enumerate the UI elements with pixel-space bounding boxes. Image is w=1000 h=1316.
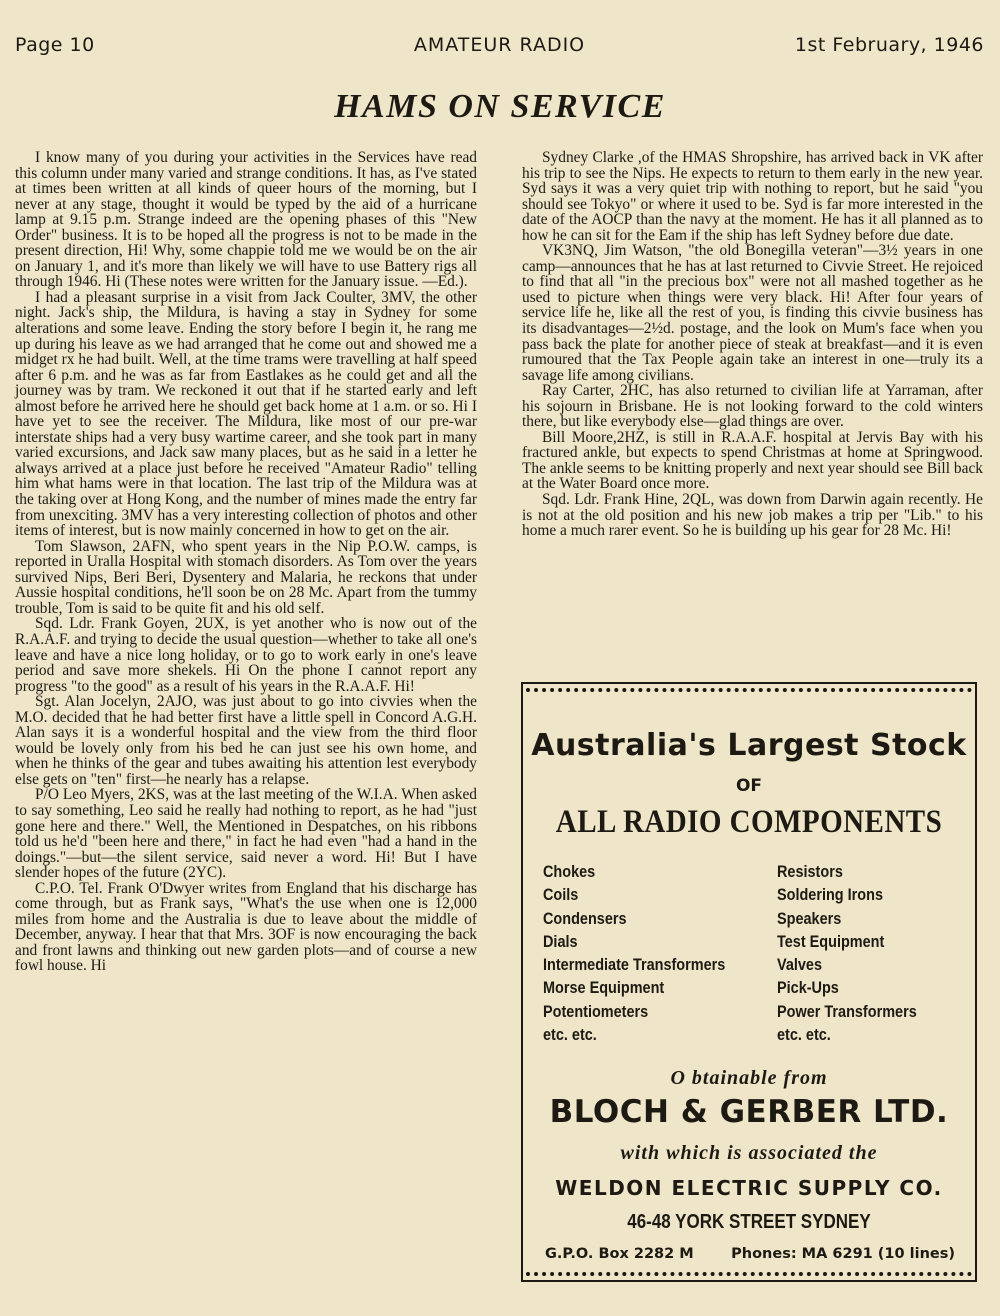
- page-number: Page 10: [15, 34, 95, 56]
- ad-item: Test Equipment: [777, 931, 885, 951]
- paragraph: I know many of you during your activities in the Services have read this column under many varied and strange conditions. It has, as I've stated at times been written at all kinds of queer hours of the morning, but I never at any stage, thought it would be typed by the aid of a hurricane lamp at 9.15 p.m. Strange indeed are the opening phases of this "New Order" business. It is to be hoped all the progress is not to be made in the present direction, Hi! Why, some chappie told me we would be on the air on January 1, and it's more than likely we will have to use Battery rigs all through 1946. Hi (These notes were written for the January issue. —Ed.).: [15, 149, 477, 291]
- ad-item: Condensers: [543, 908, 627, 928]
- ad-item: Coils: [543, 885, 579, 905]
- paragraph: C.P.O. Tel. Frank O'Dwyer writes from England that his discharge has come through, but as Frank says, "What's the use when one is 12,000 miles from home and the Australia is due to leave about the middle of December, anyway. I hear that that Mrs. 3OF is now encouraging the back and front lawns and thinking out new garden plots—and of course a new fowl house. Hi: [15, 879, 477, 975]
- magazine-name: AMATEUR RADIO: [413, 34, 586, 56]
- ad-item: Speakers: [777, 908, 842, 928]
- ad-item: Resistors: [777, 862, 843, 881]
- ad-item: Dials: [543, 931, 578, 951]
- ad-subhead: ALL RADIO COMPONENTS: [555, 804, 943, 840]
- article-title: HAMS ON SERVICE: [334, 88, 666, 125]
- ad-item: Potentiometers: [543, 1001, 649, 1021]
- paragraph: Tom Slawson, 2AFN, who spent years in the Nip P.O.W. camps, is reported in Uralla Hospital with stomach disorders. As Tom over the years survived Nips, Beri Beri, Dysentery and Malaria, he reckons that under Aussie hospital conditions, he'll soon be on 28 Mc. Apart from the tummy trouble, Tom is said to be quite fit and his old self.: [15, 537, 477, 617]
- ad-company: BLOCH & GERBER LTD.: [549, 1094, 949, 1130]
- ad-item: etc. etc.: [543, 1025, 597, 1045]
- paragraph: Sqd. Ldr. Frank Goyen, 2UX, is yet another who is now out of the R.A.A.F. and trying to decide the usual question—whether to take all one's leave and have a nice long holiday, or to go to work early in one's leave period and save more shekels. Hi On the phone I cannot report any progress "to the good" as a result of his years in the R.A.A.F. Hi!: [15, 615, 477, 695]
- right-column: [522, 150, 983, 539]
- ad-item: etc. etc.: [777, 1025, 831, 1045]
- ad-of: OF: [735, 776, 763, 796]
- ad-item: Pick-Ups: [777, 978, 839, 998]
- paragraph: Sydney Clarke ,of the HMAS Shropshire, has arrived back in VK after his trip to see the Nips. He expects to return to them early in the new year. Syd says it was a very quiet trip with nothing to report, but he said "you should see Tokyo" or where it used to be. Syd is far more interested in the date of the AOCP than the navy at the moment. He has it all planned as to how he can sit for the Eam if the ship has left Sydney before due date.: [522, 149, 983, 244]
- ad-headline: Australia's Largest Stock: [531, 728, 967, 763]
- advertisement: [521, 682, 977, 1282]
- page-header: [15, 34, 984, 60]
- ad-items-right: [777, 860, 917, 1046]
- left-column: [15, 150, 477, 974]
- ad-item: Intermediate Transformers: [543, 955, 726, 975]
- ad-items-left: [543, 860, 725, 1046]
- paragraph: Sqd. Ldr. Frank Hine, 2QL, was down from Darwin again recently. He is not at the old position and his new job makes a trip per "Lib." to his home a much rarer event. So he is building up his gear for 28 Mc. Hi!: [522, 491, 983, 540]
- ad-weldon: WELDON ELECTRIC SUPPLY CO.: [555, 1176, 943, 1200]
- ad-item: Morse Equipment: [543, 978, 665, 998]
- ad-item: Chokes: [543, 862, 596, 881]
- ad-gpo: G.P.O. Box 2282 M: [545, 1246, 694, 1262]
- ad-address: 46-48 YORK STREET SYDNEY: [627, 1211, 871, 1233]
- paragraph: Ray Carter, 2HC, has also returned to civilian life at Yarraman, after his sojourn in Brisbane. He is not looking forward to the cold winters there, but like everybody else—glad things are over.: [522, 382, 983, 431]
- paragraph: VK3NQ, Jim Watson, "the old Bonegilla veteran"—3½ years in one camp—announces that he has at last returned to Civvie Street. He rejoiced to find that all "in the precious box" were not all mashed together as he used to picture when things were very black. Hi! After four years of service life he, like all the rest of you, is finding this civvie business has its disadvantages—2½d. postage, and the look on Mum's face when you pass back the plate for another piece of steak at breakfast—and it is even rumoured that the Tax People again take an interest in one—truly its a savage life among civilians.: [522, 242, 983, 384]
- ad-obtainable: O btainable from: [670, 1067, 828, 1089]
- paragraph: Sgt. Alan Jocelyn, 2AJO, was just about to go into civvies when the M.O. decided that he had better first have a little spell in Concord A.G.H. Alan says it is a wonderful hospital and the view from the third floor would be lovely only from his bed he can just see his own home, and when he thinks of the gear and tubes awaiting his attention lest everybody else gets on "ten" first—he nearly has a relapse.: [15, 693, 477, 788]
- ad-item: Power Transformers: [777, 1001, 917, 1021]
- ad-phones: Phones: MA 6291 (10 lines): [731, 1246, 955, 1262]
- issue-date: 1st February, 1946: [794, 34, 984, 56]
- paragraph: P/O Leo Myers, 2KS, was at the last meeting of the W.I.A. When asked to say something, Leo said he really had nothing to report, as he had "just gone here and there." Well, the Mentioned in Despatches, on his ribbons told us he'd "been here and there," in fact he had even "had a hand in the doings."—but—the silent service, said never a word. Hi! But I have slender hopes of the future (2YC).: [15, 786, 477, 882]
- paragraph: Bill Moore,2HZ, is still in R.A.A.F. hospital at Jervis Bay with his fractured ankle, but expects to spend Christmas at home at Springwood. The ankle seems to be knitting properly and next year should see Bill back at the Water Board once more.: [522, 428, 983, 493]
- ad-associated: with which is associated the: [620, 1142, 878, 1164]
- paragraph: I had a pleasant surprise in a visit from Jack Coulter, 3MV, the other night. Jack's ship, the Mildura, is having a stay in Sydney for some alterations and some leave. Ending the story before I begin it, he rang me up during his leave as we had arranged that he come out and showed me a midget rx he had built. Well, at the time trams were travelling at half speed after 6 p.m. and he was as far from Eastlakes as he could get and all the journey was by tram. We reckoned it out that if he started early and left almost before he arrived here he should get back home at 1 a.m. or so. Hi I have yet to see the receiver. The Mildura, like most of our pre-war interstate ships had a very busy wartime career, and she took part in many varied excursions, and Jack saw many places, but as he said in a letter he always arrived at a place just before he received "Amateur Radio" telling him what hams were in that location. The last trip of the Mildura was at the taking over at Hong Kong, and the number of mines made the entry far from unexciting. 3MV has a very interesting collection of photos and other items of interest, but is now mainly concerned in how to get on the air.: [15, 288, 477, 540]
- ad-item: Valves: [777, 955, 823, 975]
- ad-item: Soldering Irons: [777, 885, 883, 905]
